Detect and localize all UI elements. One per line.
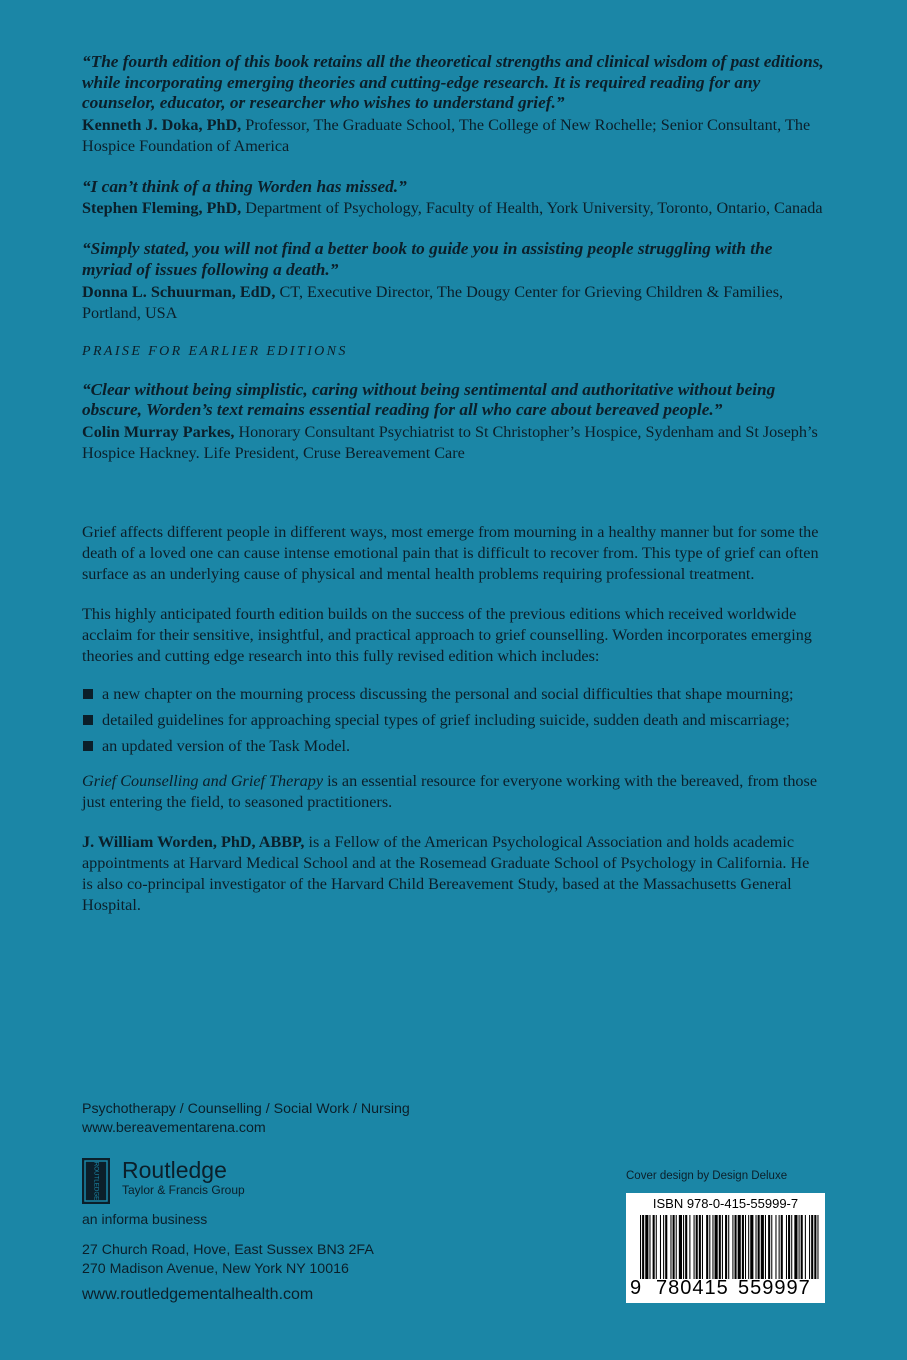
- endorsement-attribution: [82, 115, 824, 157]
- description-paragraph: This highly anticipated fourth edition builds on the success of the previous editions which received worldwide acclaim for their sensitive, insightful, and practical approach to grief counselling. Worden incorporates emerging theories and cutting edge research into this fully revised edition which includes:: [82, 604, 812, 665]
- endorsement-fleming: [82, 177, 824, 220]
- barcode-icon: [640, 1215, 821, 1279]
- back-cover-text: [82, 52, 824, 935]
- isbn-barcode-box: [626, 1193, 825, 1303]
- endorsement-parkes: [82, 380, 824, 464]
- list-item: [82, 710, 824, 731]
- list-item-text: detailed guidelines for approaching special types of grief including suicide, sudden death and miscarriage;: [102, 710, 790, 729]
- square-bullet-icon: [83, 689, 93, 699]
- endorsement-quote: “Clear without being simplistic, caring without being sentimental and authoritative without being obscure, Worden’s text remains essential reading for all who care about bereaved people.”: [82, 379, 776, 420]
- endorsement-schuurman: [82, 239, 824, 323]
- endorser-affiliation: Honorary Consultant Psychiatrist to St Christopher’s Hospice, Sydenham and St Joseph’s Hospice Hackney. Life President, Cruse Bereavement Care: [82, 422, 818, 462]
- endorser-name: Kenneth J. Doka, PhD,: [82, 115, 242, 134]
- list-item: [82, 736, 824, 757]
- author-name: J. William Worden, PhD, ABBP,: [82, 832, 305, 851]
- cover-credit: Cover design by Design Deluxe: [626, 1170, 788, 1182]
- endorsement-quote: “The fourth edition of this book retains all the theoretical strengths and clinical wisdom of past editions, while incorporating emerging theories and cutting-edge research. It is required reading for any counselor, educator, or researcher who wishes to understand grief.”: [82, 52, 824, 113]
- address-line: 27 Church Road, Hove, East Sussex BN3 2FA: [82, 1242, 374, 1258]
- logo-wordmark: ROUTLEDGE: [92, 1161, 100, 1201]
- category-website: www.bereavementarena.com: [82, 1119, 266, 1136]
- publisher-address: [82, 1241, 374, 1278]
- square-bullet-icon: [83, 741, 93, 751]
- list-item-text: an updated version of the Task Model.: [102, 736, 351, 755]
- endorsement-doka: [82, 52, 824, 157]
- routledge-logo-icon: [82, 1158, 110, 1204]
- isbn-group-2: 559997: [738, 1277, 811, 1299]
- summary-text: is an essential resource for everyone working with the bereaved, from those just entering the field, to seasoned practitioners.: [82, 771, 818, 811]
- endorser-name: Colin Murray Parkes,: [82, 422, 235, 441]
- book-title: Grief Counselling and Grief Therapy: [82, 771, 324, 790]
- endorsement-quote: “I can’t think of a thing Worden has missed.”: [82, 176, 407, 196]
- list-item: [82, 684, 824, 705]
- list-item-text: a new chapter on the mourning process discussing the personal and social difficulties that shape mourning;: [102, 684, 794, 703]
- feature-list: [82, 684, 824, 757]
- endorsement-quote: “Simply stated, you will not find a better book to guide you in assisting people struggling with the myriad of issues following a death.”: [82, 239, 773, 279]
- endorser-name: Stephen Fleming, PhD,: [82, 199, 242, 218]
- isbn-group-1: 780415: [656, 1277, 729, 1299]
- endorser-name: Donna L. Schuurman, EdD,: [82, 282, 276, 301]
- isbn-label: ISBN 978-0-415-55999-7: [652, 1196, 799, 1211]
- endorsement-attribution: [82, 422, 824, 464]
- square-bullet-icon: [83, 715, 93, 725]
- endorser-affiliation: CT, Executive Director, The Dougy Center for Grieving Children & Families, Portland, USA: [82, 282, 784, 322]
- author-bio-text: is a Fellow of the American Psychological Association and holds academic appointments at Harvard Medical School and at the Rosemead Graduate School of Psychology in California. He is also co-principal investigator of the Harvard Child Bereavement Study, based at the Massachusetts General Hospital.: [82, 832, 810, 914]
- endorser-affiliation: Department of Psychology, Faculty of Health, York University, Toronto, Ontario, Canada: [245, 199, 823, 218]
- endorsement-attribution: [82, 198, 824, 219]
- isbn-first-digit: 9: [630, 1277, 643, 1299]
- summary-paragraph: [82, 771, 824, 813]
- praise-heading: PRAISE FOR EARLIER EDITIONS: [82, 343, 348, 359]
- publisher-tagline: an informa business: [82, 1211, 208, 1227]
- subject-categories: [82, 1100, 410, 1137]
- endorsement-attribution: [82, 282, 824, 324]
- publisher-website: www.routledgementalhealth.com: [82, 1286, 314, 1303]
- author-bio: [82, 832, 824, 916]
- publisher-name: Routledge: [122, 1157, 227, 1183]
- categories-text: Psychotherapy / Counselling / Social Work / Nursing: [82, 1101, 410, 1117]
- publisher-group: Taylor & Francis Group: [122, 1183, 245, 1197]
- address-line: 270 Madison Avenue, New York NY 10016: [82, 1260, 349, 1277]
- endorser-affiliation: Professor, The Graduate School, The College of New Rochelle; Senior Consultant, The Hospice Foundation of America: [82, 115, 811, 155]
- publisher-logo: [82, 1158, 245, 1204]
- publisher-name-block: [122, 1158, 245, 1197]
- description-paragraph: Grief affects different people in different ways, most emerge from mourning in a healthy manner but for some the death of a loved one can cause intense emotional pain that is difficult to recover from. This type of grief can often surface as an underlying cause of physical and mental health problems requiring professional treatment.: [82, 522, 819, 583]
